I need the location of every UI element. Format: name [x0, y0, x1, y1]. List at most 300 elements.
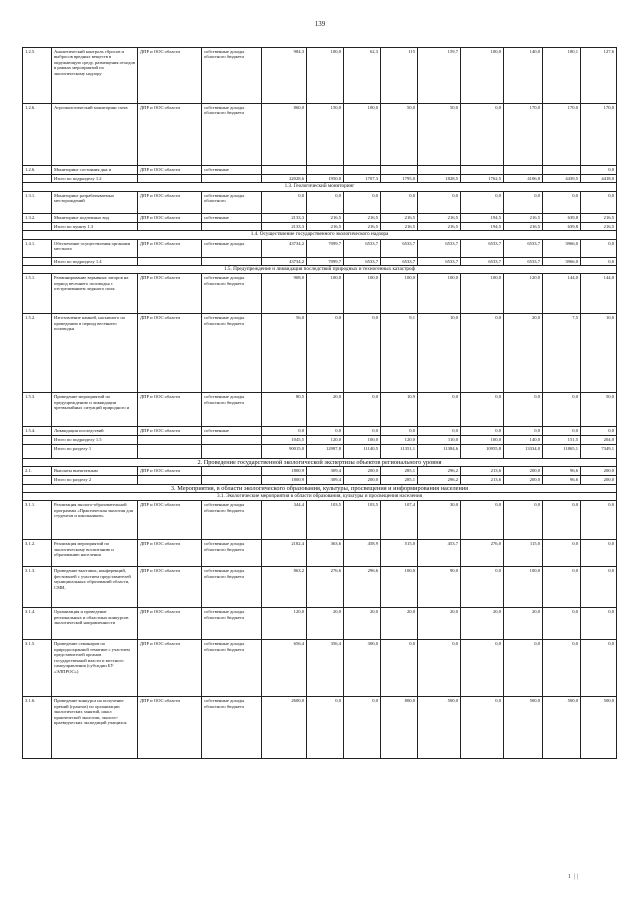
- amount-cell: 309,4: [307, 476, 344, 484]
- item-code: [23, 444, 52, 458]
- table-row: [23, 640, 617, 697]
- amount-cell: 216,5: [581, 222, 617, 230]
- funding-source: собственные доходы областного бюджета: [202, 48, 262, 104]
- amount-cell: 344,4: [262, 501, 307, 540]
- item-name: Изготовление камней, насыпного по проведению в период весеннего половодья: [52, 314, 138, 393]
- amount-cell: 20,0: [381, 608, 418, 640]
- executor: ДПР и ООС области: [138, 239, 202, 257]
- amount-cell: 285,1: [381, 467, 418, 476]
- funding-source: [202, 444, 262, 458]
- amount-cell: 120,0: [504, 274, 543, 314]
- amount-cell: 453,7: [418, 540, 461, 567]
- amount-cell: 100,0: [381, 567, 418, 608]
- item-name: Организация и проведение региональных и областных конкурсов экологической направленности: [52, 608, 138, 640]
- item-code: 2.1.: [23, 467, 52, 476]
- amount-cell: 0,0: [581, 257, 617, 265]
- subtotal-row: [23, 436, 617, 444]
- amount-cell: 170,0: [581, 104, 617, 166]
- amount-cell: 115,0: [504, 540, 543, 567]
- amount-cell: 0,0: [581, 608, 617, 640]
- section-title: 3. Мероприятия, в области экологического образования, культуры, просвещения и информирования населения: [23, 484, 617, 492]
- amount-cell: 20,0: [418, 608, 461, 640]
- amount-cell: [418, 166, 461, 175]
- item-code: 1.5.3.: [23, 393, 52, 427]
- amount-cell: 7099,7: [307, 239, 344, 257]
- amount-cell: 0,0: [543, 640, 581, 697]
- funding-source: собственные: [202, 213, 262, 222]
- amount-cell: 20,0: [344, 608, 381, 640]
- amount-cell: 13334,0: [504, 444, 543, 458]
- amount-cell: 204,0: [581, 436, 617, 444]
- amount-cell: 144,0: [581, 274, 617, 314]
- amount-cell: 0,0: [581, 191, 617, 213]
- item-code: 1.5.1.: [23, 274, 52, 314]
- amount-cell: 6533,7: [344, 257, 381, 265]
- item-name: Мониторинг состояния дна и: [52, 166, 138, 175]
- amount-cell: 107,4: [381, 501, 418, 540]
- item-code: 1.3.1.: [23, 191, 52, 213]
- amount-cell: 22028,6: [262, 175, 307, 183]
- item-code: 1.2.6.: [23, 166, 52, 175]
- item-name: Итого по подразделу 1.5: [52, 436, 138, 444]
- amount-cell: 285,1: [381, 476, 418, 484]
- item-code: 1.3.2.: [23, 213, 52, 222]
- item-name: Мониторинг разрабатываемых месторождений: [52, 191, 138, 213]
- amount-cell: 1045,5: [262, 436, 307, 444]
- executor: ДПР и ООС области: [138, 166, 202, 175]
- amount-cell: 216,5: [381, 213, 418, 222]
- amount-cell: 1800,9: [262, 476, 307, 484]
- amount-cell: 100,0: [461, 274, 504, 314]
- amount-cell: 9,1: [381, 314, 418, 393]
- amount-cell: 4106,8: [504, 175, 543, 183]
- item-name: Проведение мероприятий по предупреждению и ликвидации чрезвычайных ситуаций природного и: [52, 393, 138, 427]
- amount-cell: 100,0: [381, 274, 418, 314]
- amount-cell: 0,0: [461, 640, 504, 697]
- amount-cell: 0,0: [461, 393, 504, 427]
- funding-source: [202, 476, 262, 484]
- table-row: [23, 191, 617, 213]
- amount-cell: 6533,7: [504, 239, 543, 257]
- amount-cell: [381, 166, 418, 175]
- item-name: Итого по подразделу 1.2: [52, 175, 138, 183]
- amount-cell: 100,0: [344, 274, 381, 314]
- amount-cell: 3966,0: [543, 239, 581, 257]
- section-title: 1.3. Геологический мониторинг: [23, 183, 617, 191]
- amount-cell: 0,0: [307, 314, 344, 393]
- funding-source: собственные: [202, 166, 262, 175]
- amount-cell: [461, 166, 504, 175]
- item-code: 3.1.5.: [23, 640, 52, 697]
- amount-cell: 0,0: [461, 191, 504, 213]
- amount-cell: 50,0: [418, 104, 461, 166]
- subtotal-row: [23, 175, 617, 183]
- funding-source: [202, 467, 262, 476]
- executor: ДПР и ООС области: [138, 697, 202, 759]
- amount-cell: 0,0: [344, 314, 381, 393]
- amount-cell: 0,0: [461, 697, 504, 759]
- item-code: 1.5.2.: [23, 314, 52, 393]
- amount-cell: 115: [381, 48, 418, 104]
- amount-cell: 2600,0: [262, 697, 307, 759]
- amount-cell: 0,0: [543, 567, 581, 608]
- funding-source: собственные доходы областного бюджета: [202, 697, 262, 759]
- funding-source: собственные доходы областного бюджета: [202, 567, 262, 608]
- table-row: [23, 567, 617, 608]
- amount-cell: 216,5: [504, 222, 543, 230]
- funding-source: собственные: [202, 427, 262, 436]
- item-name: Итого по разделу 1: [52, 444, 138, 458]
- executor: ДПР и ООС области: [138, 567, 202, 608]
- amount-cell: 10,0: [418, 314, 461, 393]
- funding-source: собственные доходы областного: [202, 191, 262, 213]
- amount-cell: 200,0: [344, 467, 381, 476]
- item-name: Обеспечение осуществления органами местного: [52, 239, 138, 257]
- amount-cell: 0,0: [418, 427, 461, 436]
- amount-cell: 639,8: [543, 213, 581, 222]
- executor: [138, 476, 202, 484]
- amount-cell: 216,5: [307, 222, 344, 230]
- amount-cell: 0,0: [461, 104, 504, 166]
- funding-source: [202, 436, 262, 444]
- item-code: [23, 476, 52, 484]
- table-row: [23, 540, 617, 567]
- amount-cell: 1762,5: [461, 175, 504, 183]
- amount-cell: 144,0: [543, 274, 581, 314]
- amount-cell: 120,0: [307, 436, 344, 444]
- amount-cell: 90,0: [418, 567, 461, 608]
- amount-cell: 110,0: [418, 436, 461, 444]
- section-header-row: [23, 231, 617, 239]
- item-code: [23, 436, 52, 444]
- amount-cell: 7,5: [543, 314, 581, 393]
- executor: ДПР и ООС области: [138, 427, 202, 436]
- amount-cell: 0,0: [344, 427, 381, 436]
- table-row: [23, 501, 617, 540]
- executor: [138, 222, 202, 230]
- table-row: [23, 239, 617, 257]
- amount-cell: 458,9: [344, 540, 381, 567]
- funding-source: [202, 257, 262, 265]
- amount-cell: 639,8: [543, 222, 581, 230]
- amount-cell: 96,6: [543, 476, 581, 484]
- amount-cell: 43734,2: [262, 257, 307, 265]
- amount-cell: 159,7: [418, 48, 461, 104]
- executor: ДПР и ООС области: [138, 501, 202, 540]
- amount-cell: 200,0: [504, 476, 543, 484]
- amount-cell: 20,0: [307, 608, 344, 640]
- executor: ДПР и ООС области: [138, 213, 202, 222]
- amount-cell: 103,5: [344, 501, 381, 540]
- amount-cell: 216,5: [418, 213, 461, 222]
- amount-cell: 96,6: [543, 467, 581, 476]
- amount-cell: 296,2: [418, 476, 461, 484]
- amount-cell: 194,5: [461, 213, 504, 222]
- amount-cell: 213,6: [461, 476, 504, 484]
- funding-source: собственные доходы областного бюджета: [202, 104, 262, 166]
- item-code: [23, 175, 52, 183]
- amount-cell: 200,0: [344, 476, 381, 484]
- amount-cell: [307, 166, 344, 175]
- item-name: Итого по разделу 2: [52, 476, 138, 484]
- amount-cell: 200,0: [581, 467, 617, 476]
- amount-cell: 656,4: [262, 640, 307, 697]
- amount-cell: [504, 166, 543, 175]
- item-name: Реализация мероприятий по экологическому воспитанию и образованию населения: [52, 540, 138, 567]
- item-code: 3.1.6.: [23, 697, 52, 759]
- amount-cell: 194,5: [461, 222, 504, 230]
- table-row: [23, 104, 617, 166]
- funding-source: собственные доходы областного бюджета: [202, 608, 262, 640]
- amount-cell: 7099,7: [307, 257, 344, 265]
- item-code: 3.1.4.: [23, 608, 52, 640]
- amount-cell: 1795,0: [381, 175, 418, 183]
- subtotal-row: [23, 476, 617, 484]
- section-header-row: [23, 493, 617, 501]
- amount-cell: 0,0: [581, 640, 617, 697]
- item-name: Реализация эколого-образовательной программы «Практическая экология для студентов и школьников»: [52, 501, 138, 540]
- amount-cell: 30,0: [418, 501, 461, 540]
- amount-cell: 0,0: [461, 314, 504, 393]
- item-name: Выплаты внештатным: [52, 467, 138, 476]
- section-header-row: [23, 458, 617, 466]
- table-row: [23, 48, 617, 104]
- amount-cell: 309,4: [307, 467, 344, 476]
- amount-cell: 863,2: [262, 567, 307, 608]
- amount-cell: 100,0: [461, 436, 504, 444]
- amount-cell: 4439,5: [543, 175, 581, 183]
- amount-cell: 20,0: [504, 314, 543, 393]
- amount-cell: 100,0: [344, 436, 381, 444]
- item-name: Проведение семинаров по природоохранной тематике с участием представителей органов государственной власти и местного самоуправления (субсидии БУ «ЭЛПРОС»): [52, 640, 138, 697]
- amount-cell: 11865,1: [543, 444, 581, 458]
- amount-cell: 515,0: [381, 540, 418, 567]
- amount-cell: 0,0: [307, 191, 344, 213]
- funding-source: собственные доходы областного бюджета: [202, 501, 262, 540]
- amount-cell: 0,0: [543, 501, 581, 540]
- amount-cell: 6533,7: [381, 239, 418, 257]
- amount-cell: 363,6: [307, 540, 344, 567]
- executor: ДПР и ООС области: [138, 608, 202, 640]
- section-header-row: [23, 183, 617, 191]
- amount-cell: 0,0: [461, 501, 504, 540]
- executor: [138, 175, 202, 183]
- amount-cell: 2133,3: [262, 222, 307, 230]
- amount-cell: 276,0: [461, 540, 504, 567]
- amount-cell: 127,6: [581, 48, 617, 104]
- amount-cell: 216,5: [381, 222, 418, 230]
- amount-cell: 0,0: [504, 393, 543, 427]
- amount-cell: 0,0: [307, 427, 344, 436]
- amount-cell: 0,0: [344, 697, 381, 759]
- amount-cell: 500,0: [581, 697, 617, 759]
- amount-cell: 100,0: [307, 274, 344, 314]
- amount-cell: 11351,1: [381, 444, 418, 458]
- table-row: [23, 166, 617, 175]
- amount-cell: 4418,0: [581, 175, 617, 183]
- item-name: Итого по пункту 1.3: [52, 222, 138, 230]
- executor: ДПР и ООС области: [138, 393, 202, 427]
- subtotal-row: [23, 444, 617, 458]
- amount-cell: 20,0: [307, 393, 344, 427]
- amount-cell: 56,0: [262, 314, 307, 393]
- amount-cell: 908,0: [262, 274, 307, 314]
- amount-cell: 1950,0: [307, 175, 344, 183]
- amount-cell: 296,6: [344, 567, 381, 608]
- amount-cell: 120,0: [381, 436, 418, 444]
- amount-cell: 200,0: [581, 476, 617, 484]
- executor: ДПР и ООС области: [138, 314, 202, 393]
- amount-cell: 6533,7: [381, 257, 418, 265]
- executor: [138, 436, 202, 444]
- amount-cell: 0,0: [381, 427, 418, 436]
- item-name: Разминирование взрывных заторов на период весеннего половодья с отстреливанием ледяного поля: [52, 274, 138, 314]
- executor: ДПР и ООС области: [138, 191, 202, 213]
- item-code: 3.1.1.: [23, 501, 52, 540]
- amount-cell: 0,0: [581, 427, 617, 436]
- amount-cell: 356,4: [307, 640, 344, 697]
- amount-cell: 140,0: [504, 48, 543, 104]
- table-row: [23, 697, 617, 759]
- amount-cell: 1800,9: [262, 467, 307, 476]
- item-name: Агроэкологический мониторинг почв: [52, 104, 138, 166]
- amount-cell: 0,0: [307, 697, 344, 759]
- amount-cell: 0,0: [581, 540, 617, 567]
- amount-cell: 276,6: [307, 567, 344, 608]
- item-code: [23, 222, 52, 230]
- amount-cell: 296,2: [418, 467, 461, 476]
- amount-cell: 0,0: [543, 608, 581, 640]
- amount-cell: 0,0: [581, 501, 617, 540]
- table-row: [23, 213, 617, 222]
- amount-cell: 2182,4: [262, 540, 307, 567]
- table-row: [23, 314, 617, 393]
- subtotal-row: [23, 222, 617, 230]
- amount-cell: 0,0: [262, 191, 307, 213]
- funding-source: собственные доходы областного бюджета: [202, 274, 262, 314]
- amount-cell: 6533,7: [344, 239, 381, 257]
- amount-cell: 10955,8: [461, 444, 504, 458]
- amount-cell: 216,5: [504, 213, 543, 222]
- executor: [138, 444, 202, 458]
- amount-cell: 10,9: [381, 393, 418, 427]
- section-header-row: [23, 266, 617, 274]
- section-title: 2. Проведение государственной экологической экспертизы объектов регионального уровня: [23, 458, 617, 466]
- item-name: Проведение выставок, конференций, фестивалей с участием представителей муниципальных образований области, СМИ,: [52, 567, 138, 608]
- amount-cell: 6533,7: [504, 257, 543, 265]
- amount-cell: 200,0: [504, 467, 543, 476]
- amount-cell: 11140,5: [344, 444, 381, 458]
- amount-cell: 0,0: [262, 427, 307, 436]
- item-name: Проведение конкурса на получение премий (грантов) по организации экологических занятий, школ практической экологии, эколого-краеведческих экспедиций учащихся: [52, 697, 138, 759]
- amount-cell: 6533,7: [418, 257, 461, 265]
- amount-cell: 213,6: [461, 467, 504, 476]
- amount-cell: 50,0: [381, 104, 418, 166]
- amount-cell: 0,0: [543, 540, 581, 567]
- amount-cell: 90015,0: [262, 444, 307, 458]
- item-name: Мониторинг подземных вод: [52, 213, 138, 222]
- amount-cell: 151,5: [543, 436, 581, 444]
- amount-cell: 6533,7: [418, 239, 461, 257]
- executor: ДПР и ООС области: [138, 274, 202, 314]
- amount-cell: 7349,1: [581, 444, 617, 458]
- item-code: 1.4.1.: [23, 239, 52, 257]
- amount-cell: 0,0: [543, 191, 581, 213]
- executor: ДПР и ООС области: [138, 467, 202, 476]
- item-code: 3.1.3.: [23, 567, 52, 608]
- table-row: [23, 427, 617, 436]
- subtotal-row: [23, 257, 617, 265]
- amount-cell: 170,0: [543, 104, 581, 166]
- executor: [138, 257, 202, 265]
- amount-cell: 80,5: [262, 393, 307, 427]
- funding-source: собственные доходы областного бюджета: [202, 540, 262, 567]
- table-row: [23, 393, 617, 427]
- executor: ДПР и ООС области: [138, 48, 202, 104]
- funding-source: [202, 222, 262, 230]
- amount-cell: 984,3: [262, 48, 307, 104]
- item-code: 1.5.4.: [23, 427, 52, 436]
- amount-cell: 500,0: [504, 697, 543, 759]
- amount-cell: 100,0: [461, 48, 504, 104]
- amount-cell: 1707,3: [344, 175, 381, 183]
- amount-cell: 800,0: [381, 697, 418, 759]
- amount-cell: 6533,7: [461, 257, 504, 265]
- amount-cell: 20,0: [461, 608, 504, 640]
- amount-cell: 216,5: [581, 213, 617, 222]
- amount-cell: 103,5: [307, 501, 344, 540]
- amount-cell: 2133,3: [262, 213, 307, 222]
- amount-cell: [262, 166, 307, 175]
- amount-cell: 180,1: [543, 48, 581, 104]
- amount-cell: 0,0: [344, 393, 381, 427]
- table-row: [23, 608, 617, 640]
- amount-cell: 216,5: [307, 213, 344, 222]
- funding-source: собственные доходы: [202, 239, 262, 257]
- amount-cell: 0,0: [418, 640, 461, 697]
- item-name: Аналитический контроль сбросов и выбросов вредных веществ в окружающую среду, размещения отходов в рамках мероприятий по экологическому надзору: [52, 48, 138, 104]
- amount-cell: 0,0: [504, 640, 543, 697]
- amount-cell: 170,0: [504, 104, 543, 166]
- amount-cell: 100,0: [307, 48, 344, 104]
- section-title: 3.1. Экологические мероприятия в области образования, культуры и просвещения населения: [23, 493, 617, 501]
- section-header-row: [23, 484, 617, 492]
- amount-cell: 100,0: [344, 104, 381, 166]
- amount-cell: 216,5: [344, 213, 381, 222]
- executor: ДПР и ООС области: [138, 104, 202, 166]
- amount-cell: 1828,5: [418, 175, 461, 183]
- item-name: Ликвидация последствий: [52, 427, 138, 436]
- amount-cell: 0,0: [381, 640, 418, 697]
- amount-cell: 12987,8: [307, 444, 344, 458]
- amount-cell: 216,5: [418, 222, 461, 230]
- item-code: [23, 257, 52, 265]
- amount-cell: 0,0: [543, 427, 581, 436]
- amount-cell: 0,0: [504, 501, 543, 540]
- amount-cell: 0,0: [461, 427, 504, 436]
- amount-cell: 0,0: [504, 427, 543, 436]
- amount-cell: 120,0: [262, 608, 307, 640]
- amount-cell: 0,0: [581, 166, 617, 175]
- amount-cell: 11384,6: [418, 444, 461, 458]
- page-corner-mark: 1 | |: [568, 874, 578, 880]
- amount-cell: 216,5: [344, 222, 381, 230]
- funding-source: собственные доходы областного бюджета: [202, 640, 262, 697]
- amount-cell: 0,0: [418, 191, 461, 213]
- amount-cell: 500,0: [543, 697, 581, 759]
- section-title: 1.4. Осуществление государственного экологического надзора: [23, 231, 617, 239]
- item-code: 3.1.2.: [23, 540, 52, 567]
